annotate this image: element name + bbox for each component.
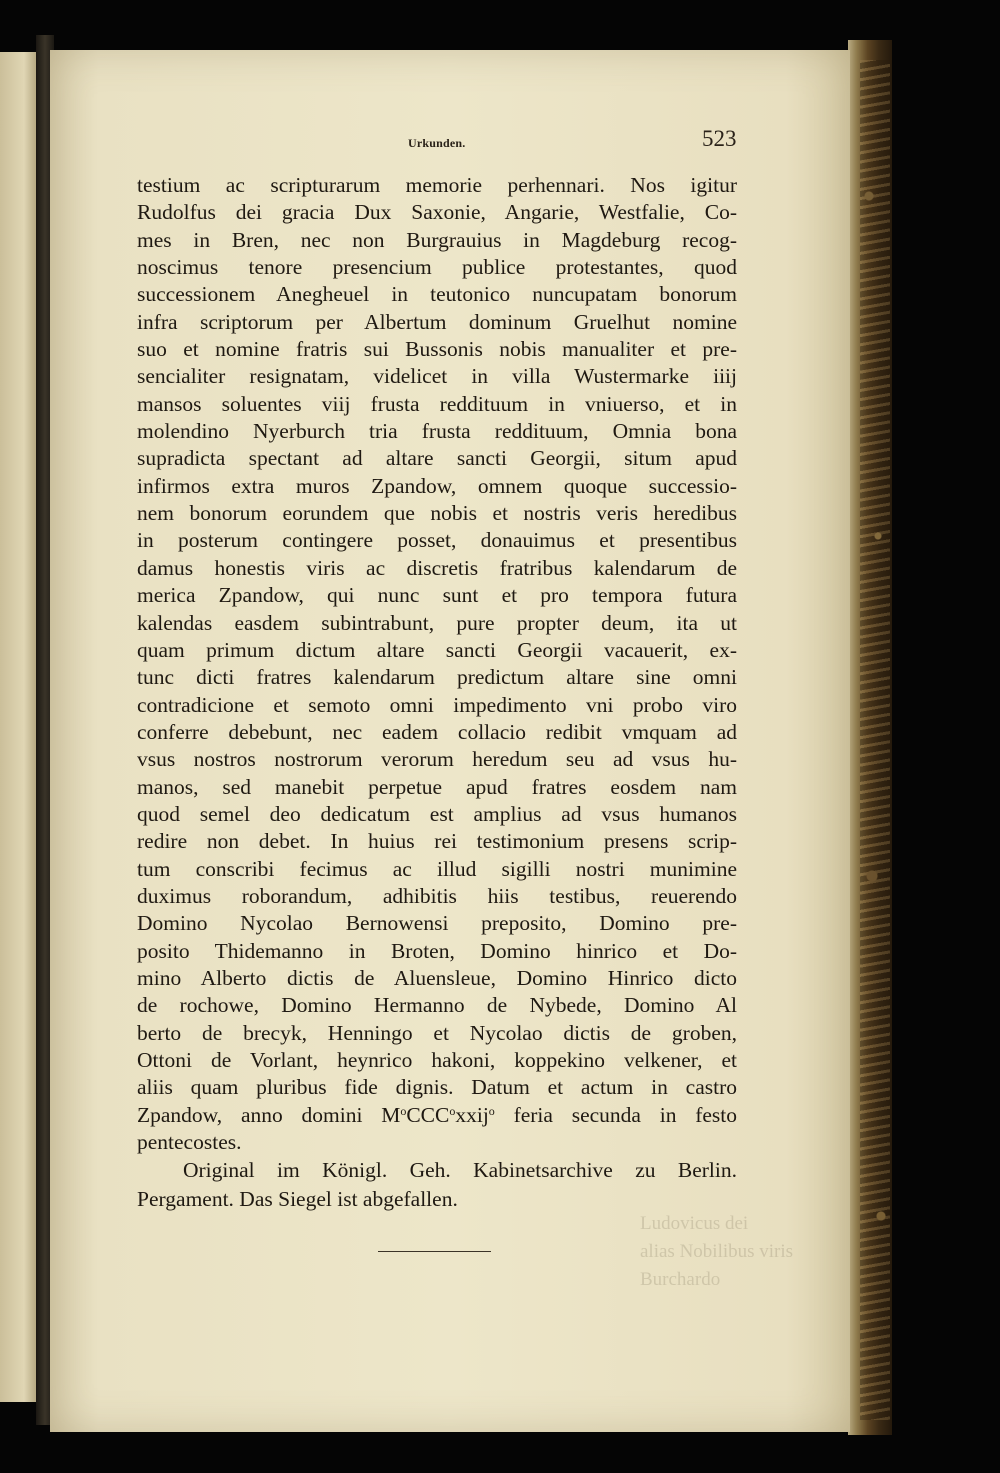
text-line: conferre debebunt, nec eadem collacio redibit vmquam ad [137,719,737,744]
previous-page-edge [0,52,40,1402]
source-note-line: Pergament. Das Siegel ist abgefallen. [137,1186,458,1211]
superscript: o [488,1103,495,1118]
text-line: vsus nostros nostrorum verorum heredum seu ad vsus hu- [137,747,737,772]
text-line: tum conscribi fecimus ac illud sigilli nostri munimine [137,856,737,881]
date-line [137,1102,737,1129]
text-line: Ottoni de Vorlant, heynrico hakoni, koppekino velkener, et [137,1048,737,1072]
text-line: damus honestis viris ac discretis fratribus kalendarum de [137,555,737,580]
text-line: manos, sed manebit perpetue apud fratres eosdem nam [137,774,737,799]
text-line: suo et nomine fratris sui Bussonis nobis manualiter et pre- [137,337,737,362]
text-line: mes in Bren, nec non Burgrauius in Magdeburg recog- [137,227,737,252]
text-line: infirmos extra muros Zpandow, omnem quoque successio- [137,473,737,498]
text-line: Rudolfus dei gracia Dux Saxonie, Angarie, Westfalie, Co- [137,200,737,225]
text-line: berto de brecyk, Henningo et Nycolao dictis de groben, [137,1020,737,1045]
date-text: Zpandow, anno domini M [137,1102,401,1127]
text-line: mansos soluentes viij frusta reddituum in vniuerso, et in [137,391,737,416]
date-numeral: xxij [455,1102,489,1127]
text-line: quod semel deo dedicatum est amplius ad vsus humanos [137,801,737,826]
text-line: aliis quam pluribus fide dignis. Datum et actum in castro [137,1075,737,1100]
text-line: sencialiter resignatam, videlicet in villa Wustermarke iiij [137,364,737,389]
text-line: Domino Nycolao Bernowensi preposito, Domino pre- [137,911,737,936]
end-rule [378,1251,491,1252]
text-line-final: pentecostes. [137,1130,242,1155]
text-line: infra scriptorum per Albertum dominum Gruelhut nomine [137,309,737,334]
bleed-through-line: alias Nobilibus viris [640,1241,794,1262]
text-line: noscimus tenore presencium publice protestantes, quod [137,255,737,280]
text-line: de rochowe, Domino Hermanno de Nybede, Domino Al [137,993,737,1018]
text-line: posito Thidemanno in Broten, Domino hinrico et Do- [137,938,737,963]
text-line: testium ac scripturarum memorie perhennari. Nos igitur [137,173,737,197]
document-body [137,172,737,1213]
marbled-cover-pattern [860,60,890,1420]
superscript: o [400,1103,407,1118]
page-number: 523 [702,126,737,151]
date-text: feria secunda in festo [494,1102,737,1127]
text-line: nem bonorum eorundem que nobis et nostris veris heredibus [137,501,737,526]
source-note-line: Original im Königl. Geh. Kabinetsarchive zu Berlin. [183,1158,737,1183]
text-line: mino Alberto dictis de Aluensleue, Domino Hinrico dicto [137,965,737,990]
superscript: o [449,1103,456,1118]
text-line: tunc dicti fratres kalendarum predictum altare sine omni [137,665,737,690]
text-line: kalendas easdem subintrabunt, pure propter deum, ita ut [137,610,737,635]
text-line: merica Zpandow, qui nunc sunt et pro tempora futura [137,583,737,608]
bleed-through-line: Burchardo [640,1269,721,1290]
text-line: redire non debet. In huius rei testimonium presens scrip- [137,829,737,854]
text-line: contradicione et semoto omni impedimento vni probo viro [137,692,737,717]
bleed-through-line: Ludovicus dei [640,1213,749,1234]
text-line: in posterum contingere posset, donauimus et presentibus [137,528,737,553]
text-line: supradicta spectant ad altare sancti Georgii, situm apud [137,446,737,471]
text-line: quam primum dictum altare sancti Georgii vacauerit, ex- [137,637,737,662]
text-line: molendino Nyerburch tria frusta reddituum, Omnia bona [137,419,737,444]
text-line: successionem Anegheuel in teutonico nuncupatam bonorum [137,282,737,307]
bleed-through-text [640,1210,845,1294]
running-head: Urkunden. [408,136,466,150]
date-numeral: CCC [406,1102,450,1127]
text-line: duximus roborandum, adhibitis hiis testibus, reuerendo [137,883,737,908]
